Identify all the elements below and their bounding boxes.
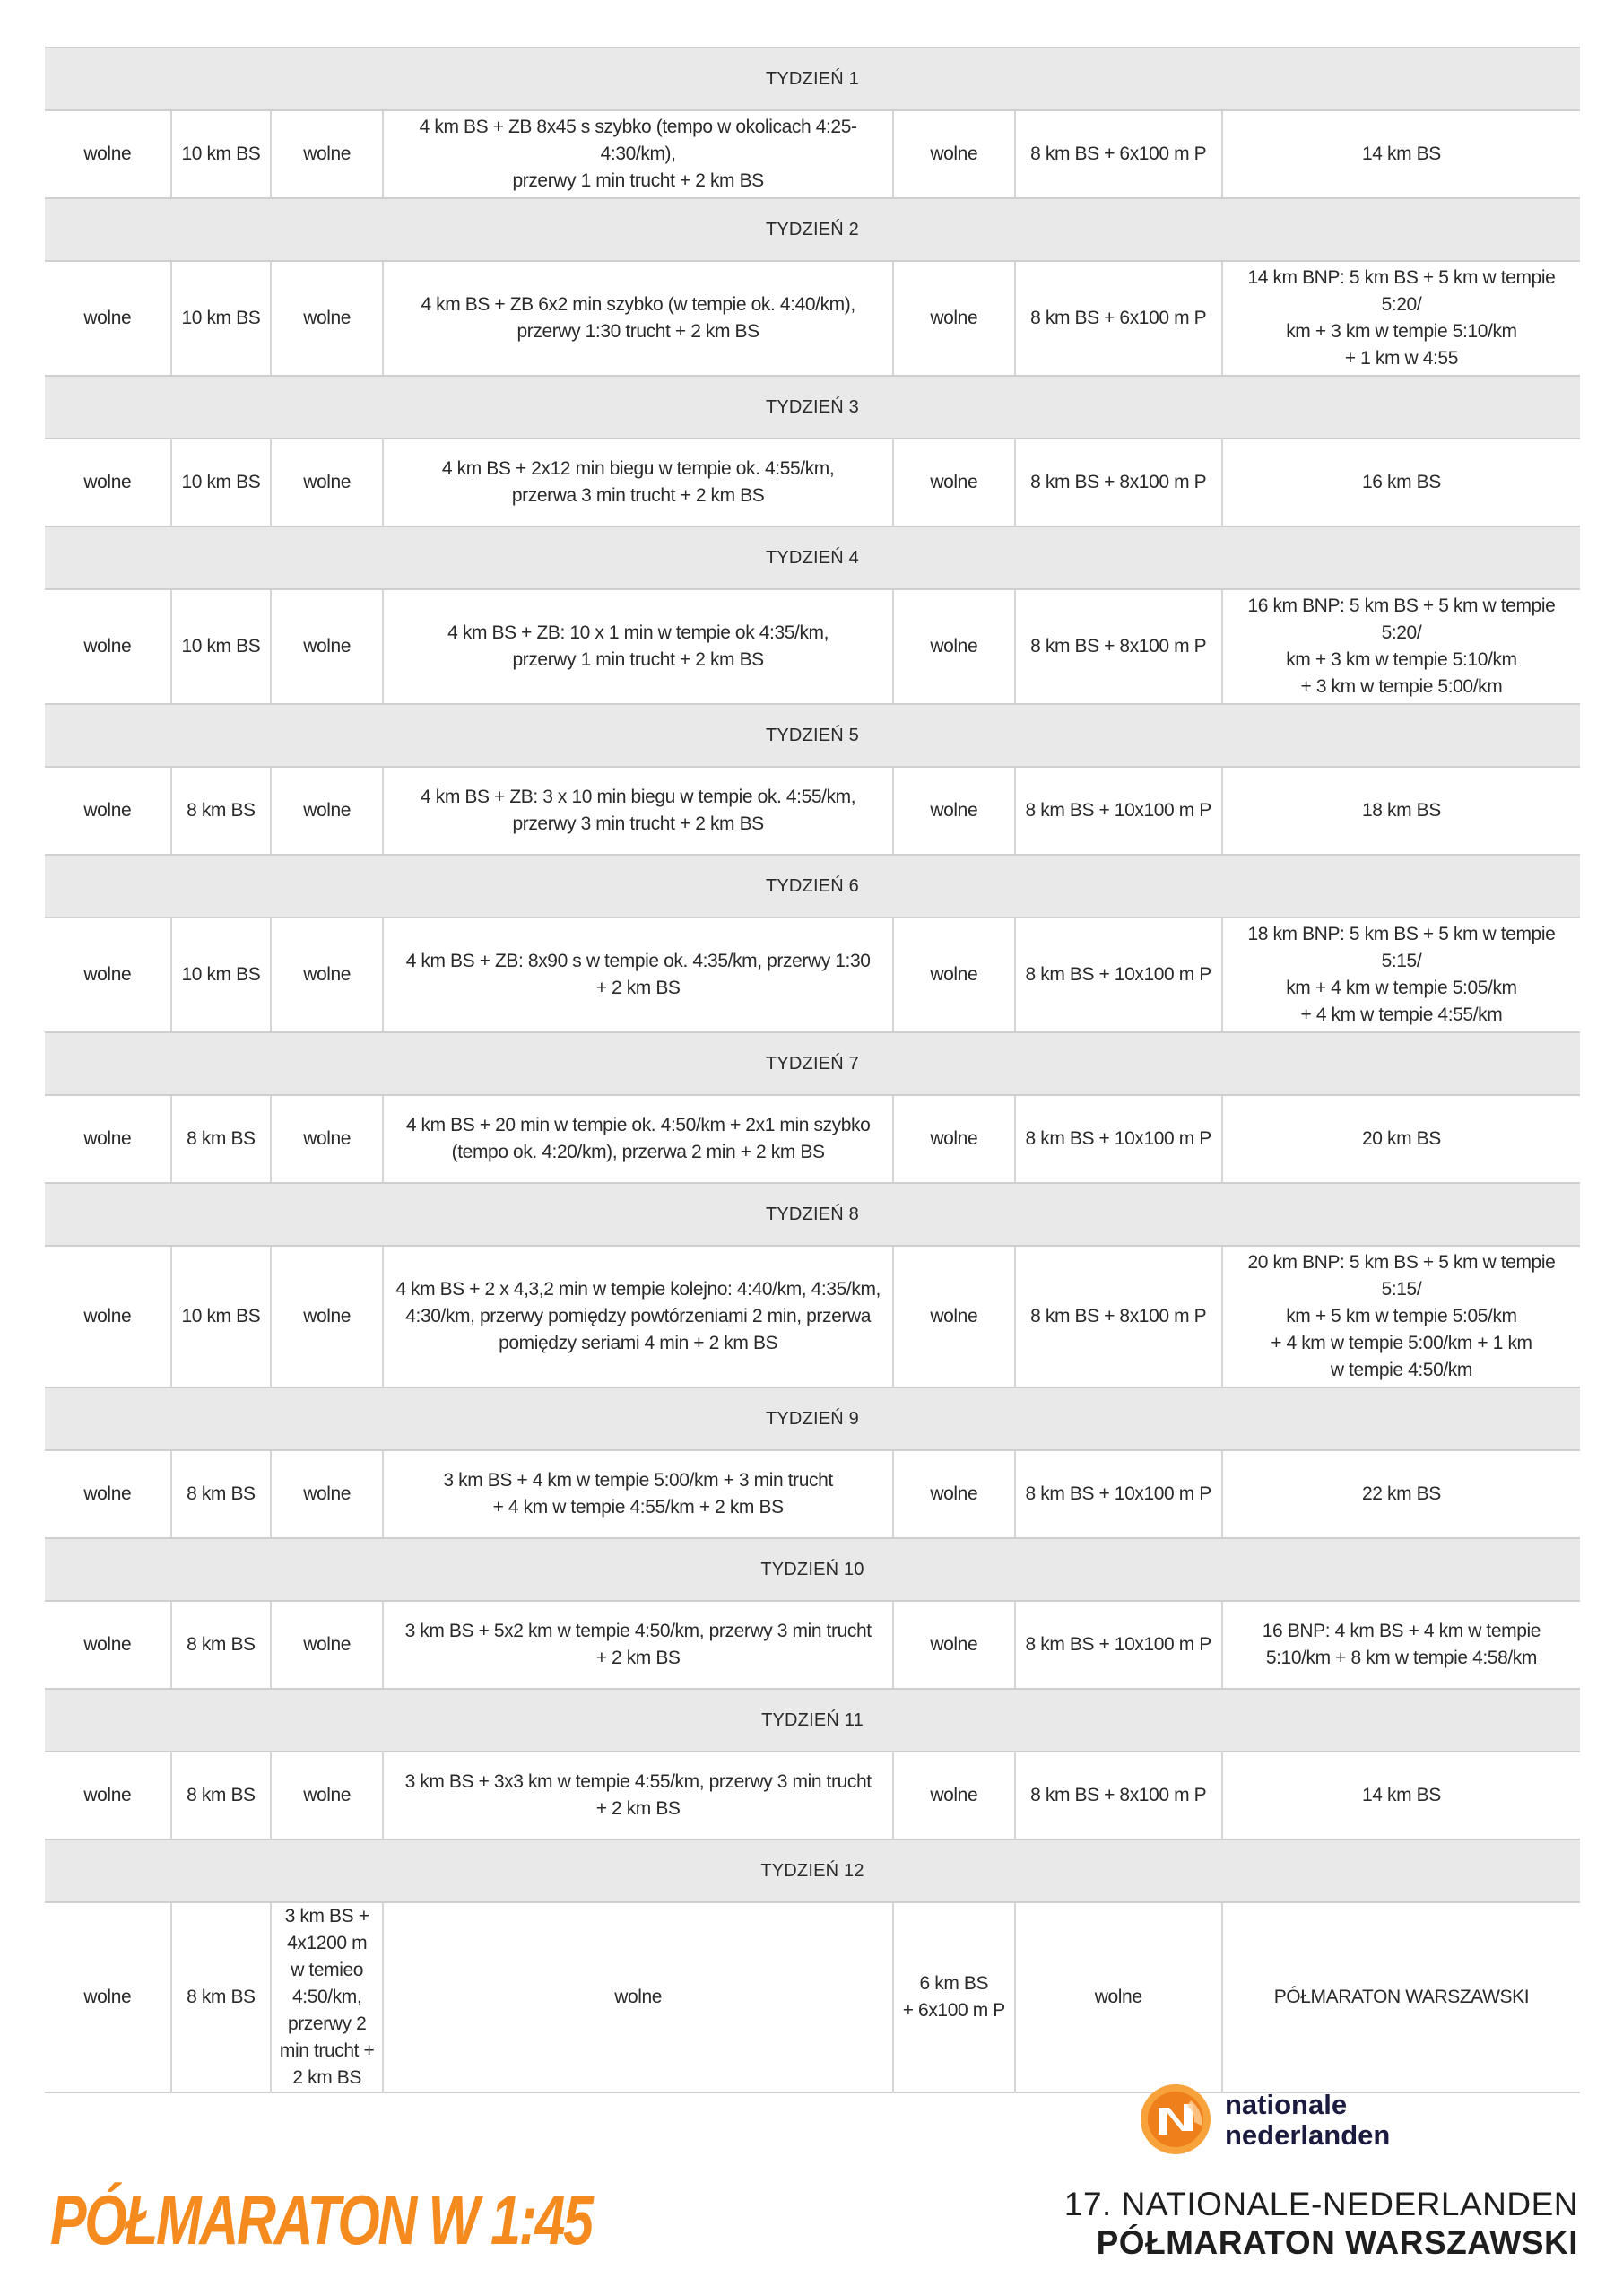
day-cell: 8 km BS + 8x100 m P — [1015, 1246, 1222, 1387]
week-header-row — [45, 48, 1580, 110]
day-cell: 16 BNP: 4 km BS + 4 km w tempie 5:10/km + 8 km w tempie 4:58/km — [1222, 1601, 1580, 1689]
day-cell: 6 km BS + 6x100 m P — [893, 1902, 1014, 2092]
week-days-row — [45, 1902, 1580, 2092]
day-cell: 3 km BS + 4x1200 m w temieo 4:50/km, przerwy 2 min trucht + 2 km BS — [271, 1902, 383, 2092]
day-cell: 8 km BS + 6x100 m P — [1015, 110, 1222, 198]
day-cell: PÓŁMARATON WARSZAWSKI — [1222, 1902, 1580, 2092]
day-cell: wolne — [893, 1246, 1014, 1387]
day-cell: 14 km BS — [1222, 1752, 1580, 1839]
day-cell: 20 km BNP: 5 km BS + 5 km w tempie 5:15/ km + 5 km w tempie 5:05/km + 4 km w tempie 5:00/km + 1 km w tempie 4:50/km — [1222, 1246, 1580, 1387]
day-cell: wolne — [893, 439, 1014, 526]
day-cell: wolne — [45, 261, 171, 376]
day-cell: wolne — [271, 1752, 383, 1839]
day-cell: 10 km BS — [171, 1246, 271, 1387]
day-cell: wolne — [271, 589, 383, 704]
day-cell: 8 km BS + 10x100 m P — [1015, 767, 1222, 855]
week-days-row — [45, 1601, 1580, 1689]
day-cell: wolne — [45, 1095, 171, 1183]
week-days-row — [45, 1450, 1580, 1538]
week-header-row — [45, 376, 1580, 439]
day-cell: wolne — [45, 110, 171, 198]
day-cell: 3 km BS + 3x3 km w tempie 4:55/km, przerwy 3 min trucht + 2 km BS — [383, 1752, 893, 1839]
week-days-row — [45, 1752, 1580, 1839]
day-cell: wolne — [45, 918, 171, 1032]
day-cell: 8 km BS — [171, 767, 271, 855]
week-days-row — [45, 589, 1580, 704]
week-header-row — [45, 1689, 1580, 1752]
day-cell: wolne — [45, 1601, 171, 1689]
week-label: TYDZIEŃ 9 — [45, 1387, 1580, 1450]
week-label: TYDZIEŃ 10 — [45, 1538, 1580, 1601]
week-days-row — [45, 439, 1580, 526]
week-days-row — [45, 767, 1580, 855]
day-cell: 8 km BS + 8x100 m P — [1015, 1752, 1222, 1839]
day-cell: 8 km BS + 8x100 m P — [1015, 589, 1222, 704]
plan-title: PÓŁMARATON W 1:45 — [50, 2180, 592, 2259]
day-cell: 10 km BS — [171, 439, 271, 526]
day-cell: wolne — [383, 1902, 893, 2092]
week-header-row — [45, 198, 1580, 261]
day-cell: 4 km BS + ZB 8x45 s szybko (tempo w okolicach 4:25-4:30/km), przerwy 1 min trucht + 2 km BS — [383, 110, 893, 198]
day-cell: 16 km BS — [1222, 439, 1580, 526]
day-cell: wolne — [271, 767, 383, 855]
brand-name-line1: nationale — [1225, 2089, 1348, 2120]
week-label: TYDZIEŃ 12 — [45, 1839, 1580, 1902]
day-cell: wolne — [45, 767, 171, 855]
week-header-row — [45, 1387, 1580, 1450]
day-cell: wolne — [271, 1095, 383, 1183]
day-cell: 8 km BS + 10x100 m P — [1015, 918, 1222, 1032]
day-cell: 18 km BNP: 5 km BS + 5 km w tempie 5:15/ km + 4 km w tempie 5:05/km + 4 km w tempie 4:55/km — [1222, 918, 1580, 1032]
day-cell: 3 km BS + 5x2 km w tempie 4:50/km, przerwy 3 min trucht + 2 km BS — [383, 1601, 893, 1689]
day-cell: 10 km BS — [171, 261, 271, 376]
week-days-row — [45, 1246, 1580, 1387]
week-header-row — [45, 1032, 1580, 1095]
event-name-line2: PÓŁMARATON WARSZAWSKI — [1096, 2224, 1578, 2261]
week-label: TYDZIEŃ 1 — [45, 48, 1580, 110]
week-label: TYDZIEŃ 6 — [45, 855, 1580, 918]
day-cell: 14 km BNP: 5 km BS + 5 km w tempie 5:20/ km + 3 km w tempie 5:10/km + 1 km w 4:55 — [1222, 261, 1580, 376]
day-cell: wolne — [271, 110, 383, 198]
week-label: TYDZIEŃ 8 — [45, 1183, 1580, 1246]
event-name — [1064, 2185, 1578, 2262]
nn-logo-icon — [1139, 2083, 1212, 2156]
week-label: TYDZIEŃ 3 — [45, 376, 1580, 439]
week-header-row — [45, 526, 1580, 589]
day-cell: wolne — [893, 1450, 1014, 1538]
day-cell: 4 km BS + 2 x 4,3,2 min w tempie kolejno: 4:40/km, 4:35/km, 4:30/km, przerwy pomiędzy powtórzeniami 2 min, przerwa pomiędzy seriami 4 min + 2 km BS — [383, 1246, 893, 1387]
week-days-row — [45, 918, 1580, 1032]
day-cell: 8 km BS + 8x100 m P — [1015, 439, 1222, 526]
day-cell: wolne — [45, 1246, 171, 1387]
day-cell: wolne — [893, 589, 1014, 704]
day-cell: wolne — [271, 1601, 383, 1689]
day-cell: wolne — [893, 918, 1014, 1032]
week-header-row — [45, 1538, 1580, 1601]
day-cell: wolne — [271, 918, 383, 1032]
day-cell: wolne — [45, 1450, 171, 1538]
week-label: TYDZIEŃ 2 — [45, 198, 1580, 261]
day-cell: 8 km BS — [171, 1601, 271, 1689]
day-cell: 8 km BS — [171, 1752, 271, 1839]
day-cell: 22 km BS — [1222, 1450, 1580, 1538]
day-cell: 8 km BS + 10x100 m P — [1015, 1601, 1222, 1689]
day-cell: 8 km BS + 6x100 m P — [1015, 261, 1222, 376]
week-days-row — [45, 1095, 1580, 1183]
day-cell: 8 km BS — [171, 1450, 271, 1538]
week-header-row — [45, 855, 1580, 918]
day-cell: wolne — [893, 110, 1014, 198]
day-cell: 4 km BS + ZB: 10 x 1 min w tempie ok 4:35/km, przerwy 1 min trucht + 2 km BS — [383, 589, 893, 704]
week-label: TYDZIEŃ 7 — [45, 1032, 1580, 1095]
day-cell: 10 km BS — [171, 589, 271, 704]
day-cell: 4 km BS + ZB: 3 x 10 min biegu w tempie ok. 4:55/km, przerwy 3 min trucht + 2 km BS — [383, 767, 893, 855]
training-plan-table — [45, 47, 1580, 2093]
day-cell: 8 km BS + 10x100 m P — [1015, 1450, 1222, 1538]
day-cell: wolne — [1015, 1902, 1222, 2092]
day-cell: wolne — [271, 261, 383, 376]
week-header-row — [45, 704, 1580, 767]
week-label: TYDZIEŃ 4 — [45, 526, 1580, 589]
day-cell: 18 km BS — [1222, 767, 1580, 855]
day-cell: 4 km BS + ZB: 8x90 s w tempie ok. 4:35/km, przerwy 1:30 + 2 km BS — [383, 918, 893, 1032]
day-cell: 4 km BS + 20 min w tempie ok. 4:50/km + 2x1 min szybko (tempo ok. 4:20/km), przerwa 2 min + 2 km BS — [383, 1095, 893, 1183]
day-cell: wolne — [893, 767, 1014, 855]
day-cell: 4 km BS + 2x12 min biegu w tempie ok. 4:55/km, przerwa 3 min trucht + 2 km BS — [383, 439, 893, 526]
day-cell: 20 km BS — [1222, 1095, 1580, 1183]
day-cell: wolne — [271, 439, 383, 526]
day-cell: wolne — [893, 261, 1014, 376]
day-cell: wolne — [45, 1902, 171, 2092]
day-cell: 10 km BS — [171, 110, 271, 198]
day-cell: wolne — [271, 1246, 383, 1387]
day-cell: 3 km BS + 4 km w tempie 5:00/km + 3 min trucht + 4 km w tempie 4:55/km + 2 km BS — [383, 1450, 893, 1538]
day-cell: 10 km BS — [171, 918, 271, 1032]
day-cell: 16 km BNP: 5 km BS + 5 km w tempie 5:20/ km + 3 km w tempie 5:10/km + 3 km w tempie 5:00/km — [1222, 589, 1580, 704]
week-days-row — [45, 261, 1580, 376]
day-cell: wolne — [893, 1095, 1014, 1183]
brand-name — [1225, 2090, 1390, 2151]
day-cell: wolne — [45, 1752, 171, 1839]
brand-logo — [1139, 2083, 1408, 2163]
day-cell: 14 km BS — [1222, 110, 1580, 198]
day-cell: 8 km BS + 10x100 m P — [1015, 1095, 1222, 1183]
week-header-row — [45, 1183, 1580, 1246]
day-cell: wolne — [893, 1601, 1014, 1689]
event-name-line1: 17. NATIONALE-NEDERLANDEN — [1063, 2186, 1578, 2222]
day-cell: wolne — [45, 589, 171, 704]
day-cell: wolne — [45, 439, 171, 526]
day-cell: 8 km BS — [171, 1095, 271, 1183]
day-cell: wolne — [893, 1752, 1014, 1839]
day-cell: 8 km BS — [171, 1902, 271, 2092]
day-cell: wolne — [271, 1450, 383, 1538]
week-label: TYDZIEŃ 11 — [45, 1689, 1580, 1752]
day-cell: 4 km BS + ZB 6x2 min szybko (w tempie ok. 4:40/km), przerwy 1:30 trucht + 2 km BS — [383, 261, 893, 376]
week-days-row — [45, 110, 1580, 198]
week-header-row — [45, 1839, 1580, 1902]
brand-name-line2: nederlanden — [1225, 2119, 1391, 2151]
week-label: TYDZIEŃ 5 — [45, 704, 1580, 767]
